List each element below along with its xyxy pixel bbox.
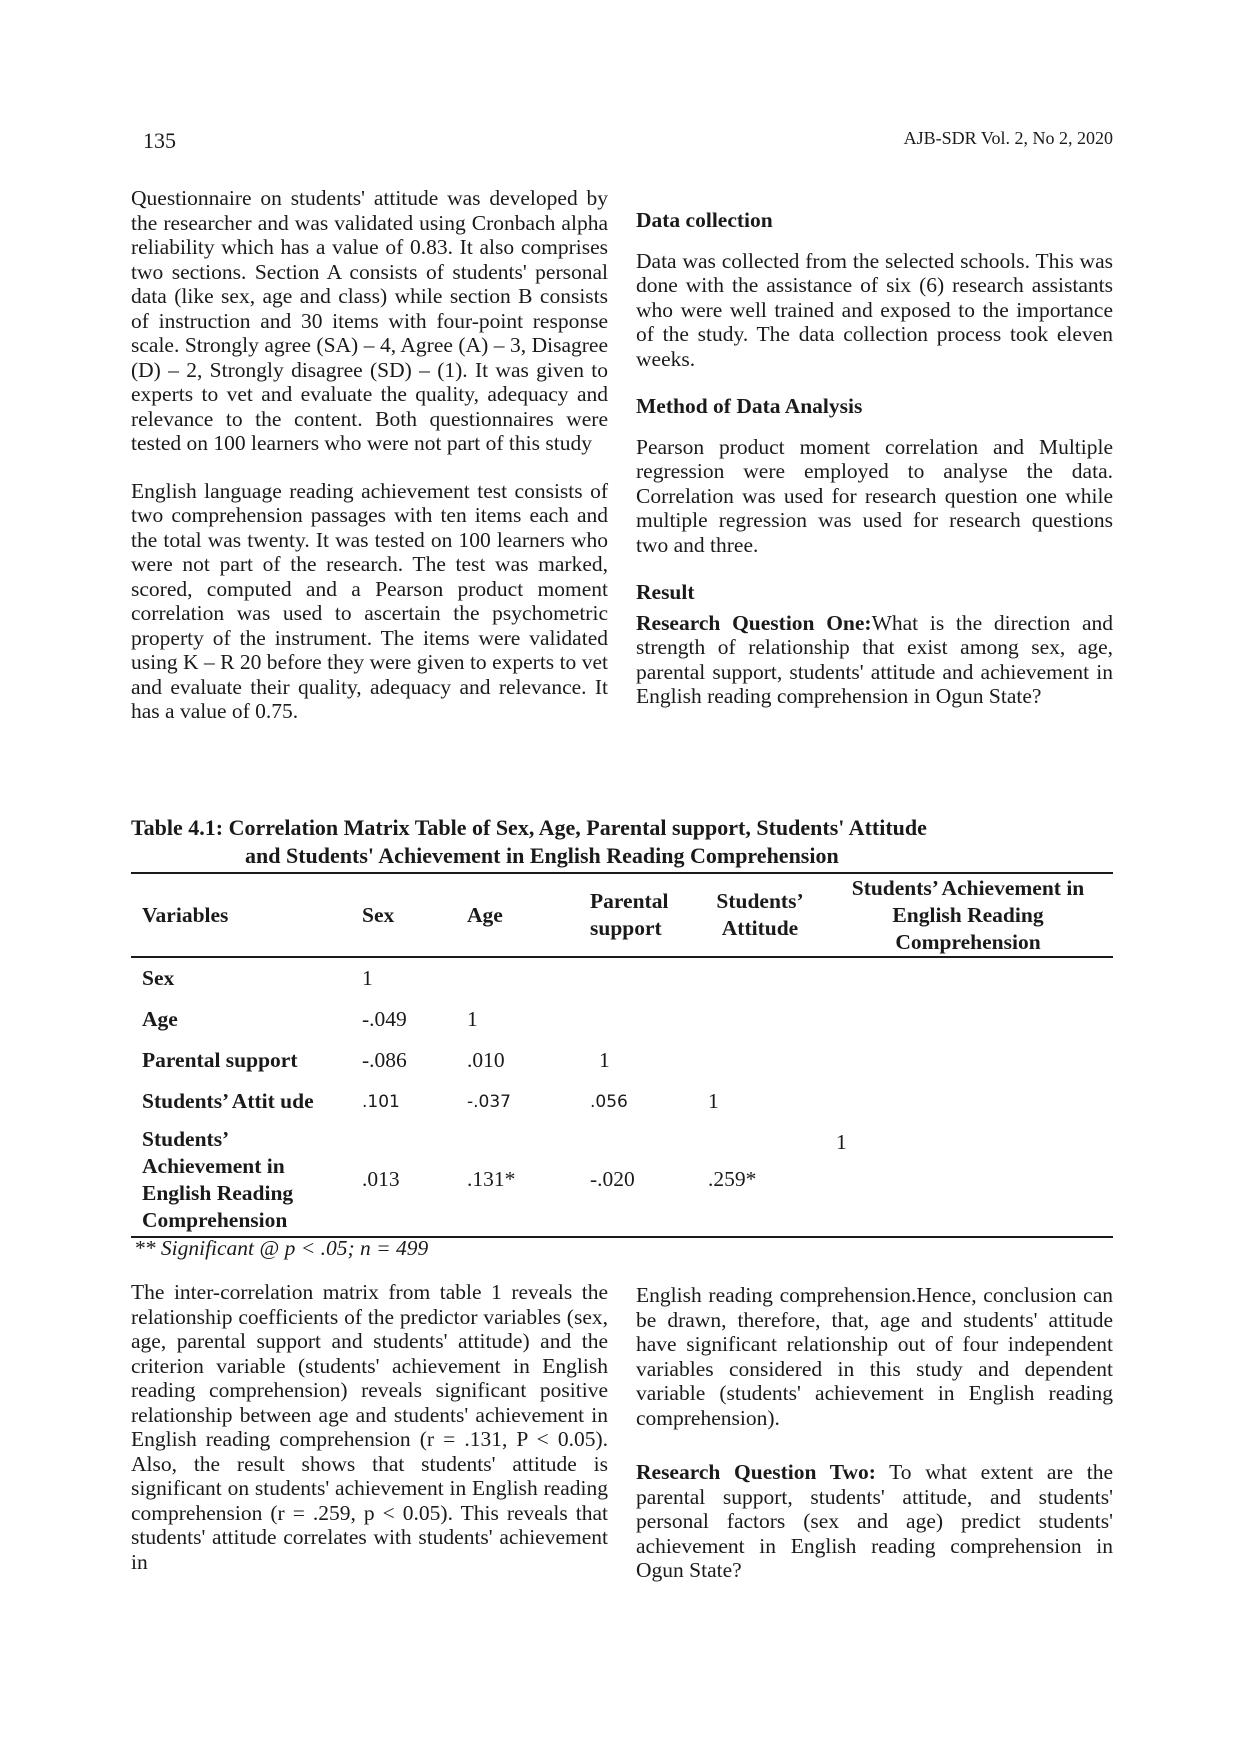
cell-sex: .013 bbox=[351, 1122, 456, 1237]
header-sex: Sex bbox=[351, 873, 456, 957]
row-label: Parental support bbox=[142, 1048, 298, 1072]
table-header-row bbox=[131, 873, 1113, 957]
right-column-bottom bbox=[636, 1283, 1113, 1606]
cell-sex: .101 bbox=[362, 1091, 400, 1112]
right-column-top bbox=[636, 208, 1113, 732]
table-title-line1: Table 4.1: Correlation Matrix Table of Sex, Age, Parental support, Students' Attitude bbox=[131, 815, 927, 840]
cell-age: .131* bbox=[456, 1122, 579, 1237]
table-row bbox=[131, 999, 1113, 1040]
correlation-table bbox=[131, 872, 1113, 1238]
cell-attitude: 1 bbox=[708, 1089, 719, 1113]
table-row bbox=[131, 1081, 1113, 1122]
method-paragraph: Pearson product moment correlation and Multiple regression were employed to analyse the data. Correlation was used for research question one while multiple regression was used for research questions two and three. bbox=[636, 434, 1113, 557]
cell-parental bbox=[579, 999, 697, 1040]
cell-age: .010 bbox=[467, 1048, 505, 1072]
cell-achievement bbox=[812, 1040, 1113, 1081]
cell-parental: .056 bbox=[590, 1091, 628, 1112]
row-label: Age bbox=[142, 1007, 178, 1031]
cell-parental: -.020 bbox=[579, 1122, 697, 1237]
cell-parental: 1 bbox=[599, 1048, 610, 1072]
row-label: Students’ Achievement in English Reading Comprehension bbox=[131, 1122, 351, 1237]
method-heading: Method of Data Analysis bbox=[636, 394, 863, 418]
cell-age bbox=[456, 957, 579, 999]
table-row bbox=[131, 1040, 1113, 1081]
cell-achievement bbox=[812, 1081, 1113, 1122]
rq2-label: Research Question Two: bbox=[636, 1460, 876, 1484]
cell-age: 1 bbox=[467, 1007, 478, 1031]
cell-sex: -.086 bbox=[362, 1048, 407, 1072]
cell-achievement bbox=[812, 957, 1113, 999]
table-title-line2: and Students' Achievement in English Reading Comprehension bbox=[245, 843, 839, 868]
table-title bbox=[131, 814, 1113, 870]
header-students-attitude: Students’ Attitude bbox=[697, 873, 812, 957]
header-students-achievement: Students’ Achievement in English Reading Comprehension bbox=[812, 873, 1113, 957]
cell-attitude bbox=[697, 999, 812, 1040]
cell-age: -.037 bbox=[467, 1091, 511, 1112]
correlation-table-wrap bbox=[131, 872, 1113, 1238]
cell-attitude: .259* bbox=[697, 1122, 812, 1237]
row-label: Students’ Attit ude bbox=[142, 1089, 314, 1113]
data-collection-heading: Data collection bbox=[636, 208, 773, 232]
rq1-text: What is the direction and strength of relationship that exist among sex, age, parental support, students' attitude and achievement in English reading comprehension in Ogun State? bbox=[636, 610, 1113, 708]
rq2-text: To what extent are the parental support, students' attitude, and students' personal factors (sex and age) predict students' achievement in English reading comprehension in Ogun State? bbox=[636, 1460, 1113, 1582]
cell-attitude bbox=[697, 1040, 812, 1081]
page-number: 135 bbox=[143, 128, 176, 153]
data-collection-paragraph: Data was collected from the selected schools. This was done with the assistance of six (6) research assistants who were well trained and exposed to the importance of the study. The data collection process took eleven weeks. bbox=[636, 248, 1113, 371]
left-column-top bbox=[131, 186, 608, 747]
header-parental-support: Parental support bbox=[579, 873, 697, 957]
cell-achievement bbox=[812, 999, 1113, 1040]
research-question-one bbox=[636, 611, 1113, 709]
left-column-bottom bbox=[131, 1280, 608, 1597]
intercorrelation-paragraph: The inter-correlation matrix from table 1 reveals the relationship coefficients of the predictor variables (sex, age, parental support and students' attitude) and the criterion variable (students' achievement in English reading comprehension) reveals significant positive relationship between age and students' achievement in English reading comprehension (r = .131, P < 0.05). Also, the result shows that students' attitude is significant on students' achievement in English reading comprehension (r = .259, p < 0.05). This reveals that students' attitude correlates with students' achievement in bbox=[131, 1280, 608, 1574]
questionnaire-paragraph: Questionnaire on students' attitude was developed by the researcher and was validated using Cronbach alpha reliability which has a value of 0.83. It also comprises two sections. Section A consists of students' personal data (like sex, age and class) while section B consists of instruction and 30 items with four-point response scale. Strongly agree (SA) – 4, Agree (A) – 3, Disagree (D) – 2, Strongly disagree (SD) – (1). It was given to experts to vet and evaluate the quality, adequacy and relevance to the content. Both questionnaires were tested on 100 learners who were not part of this study bbox=[131, 186, 608, 455]
cell-achievement: 1 bbox=[812, 1122, 1113, 1237]
cell-parental bbox=[579, 957, 697, 999]
table-row bbox=[131, 957, 1113, 999]
row-label: Sex bbox=[142, 966, 175, 990]
research-question-two bbox=[636, 1460, 1113, 1583]
cell-attitude bbox=[697, 957, 812, 999]
achievement-test-paragraph: English language reading achievement test consists of two comprehension passages with ten items each and the total was twenty. It was tested on 100 learners who were not part of the research. The test was marked, scored, computed and a Pearson product moment correlation was used to ascertain the psychometric property of the instrument. The items were validated using K – R 20 before they were given to experts to vet and evaluate their quality, adequacy and relevance. It has a value of 0.75. bbox=[131, 478, 608, 723]
header-age: Age bbox=[456, 873, 579, 957]
table-row bbox=[131, 1122, 1113, 1237]
header-variables: Variables bbox=[131, 873, 351, 957]
table-footnote: ** Significant @ p < .05; n = 499 bbox=[134, 1236, 429, 1260]
cell-sex: 1 bbox=[362, 966, 373, 990]
result-heading: Result bbox=[636, 580, 695, 604]
journal-header: AJB-SDR Vol. 2, No 2, 2020 bbox=[903, 128, 1113, 148]
conclusion-paragraph: English reading comprehension.Hence, conclusion can be drawn, therefore, that, age and students' attitude have significant relationship out of four independent variables considered in this study and dependent variable (students' achievement in English reading comprehension). bbox=[636, 1283, 1113, 1430]
cell-sex: -.049 bbox=[362, 1007, 407, 1031]
rq1-label: Research Question One: bbox=[636, 610, 872, 635]
